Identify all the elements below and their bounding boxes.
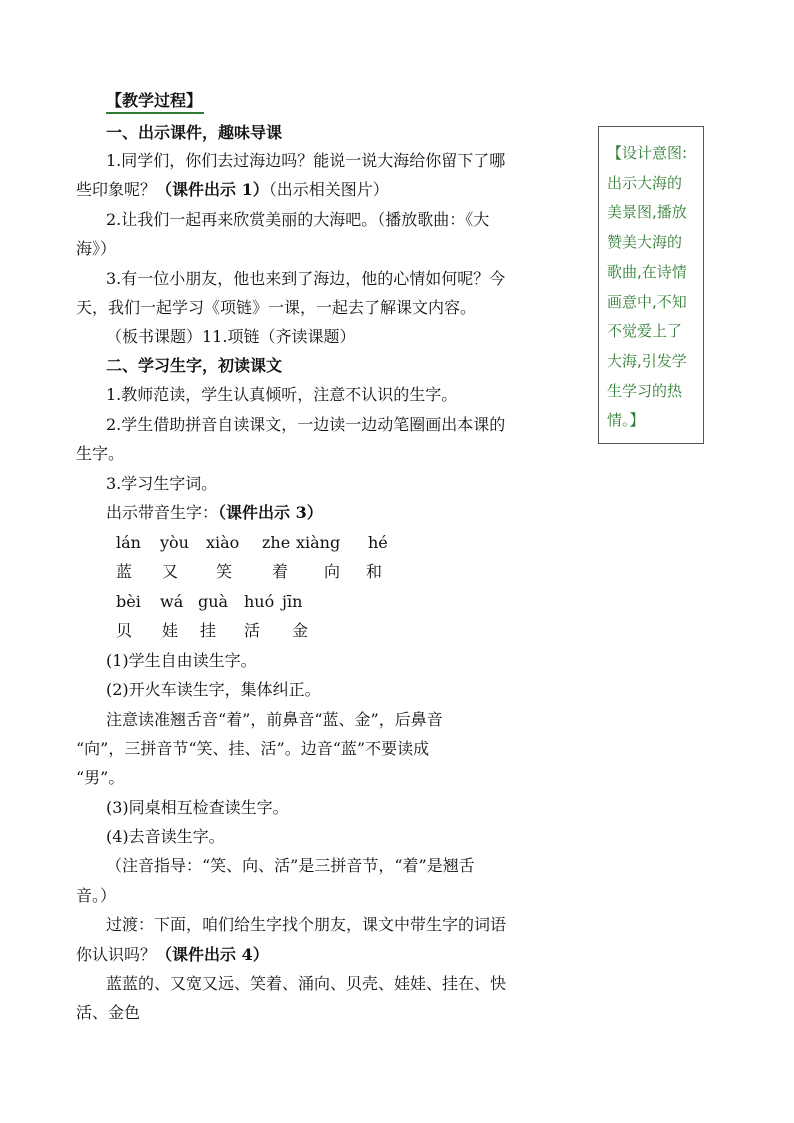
design-intent-line: 情。】 (607, 411, 645, 430)
character: 贝 (116, 621, 133, 640)
pinyin: xiào (206, 533, 240, 552)
show-characters-line (106, 503, 323, 525)
substep-4: (4)去音读生字。 (106, 827, 225, 846)
character: 着 (272, 562, 289, 581)
courseware-ref-3: （课件出示 3） (218, 503, 323, 522)
paragraph-3-line3: （板书课题）11.项链（齐读课题） (106, 327, 356, 346)
character: 活 (244, 621, 261, 640)
guide-line1: （注音指导：“笑、向、活”是三拼音节，“着”是翘舌 (106, 856, 475, 875)
step-2-line1: 2.学生借助拼音自读课文，一边读一边动笔圈画出本课的 (106, 415, 506, 434)
character: 向 (324, 562, 341, 581)
pinyin: huó (244, 592, 275, 611)
design-intent-line: 不觉爱上了 (607, 322, 683, 341)
design-intent-line: 生学习的热 (607, 381, 683, 400)
design-intent-line: 画意中,不知 (607, 292, 687, 311)
step-2-line2: 生字。 (76, 444, 125, 463)
design-intent-line: 【设计意图: (607, 144, 688, 162)
pinyin: yòu (160, 533, 189, 552)
step-1: 1.教师范读，学生认真倾听，注意不认识的生字。 (106, 385, 458, 404)
pinyin-row-2 (76, 592, 336, 614)
paragraph-3-line1: 3.有一位小朋友，他也来到了海边，他的心情如何呢？今 (106, 269, 506, 288)
section1-title: 一、出示课件，趣味导课 (106, 123, 283, 142)
pinyin: hé (368, 533, 388, 552)
substep-1: (1)学生自由读生字。 (106, 651, 257, 670)
design-intent-line: 大海,引发学 (607, 351, 687, 370)
paragraph-2-line1: 2.让我们一起再来欣赏美丽的大海吧。（播放歌曲：《大 (106, 210, 490, 229)
words-line1: 蓝蓝的、又宽又远、笑着、涌向、贝壳、娃娃、挂在、快 (106, 974, 507, 993)
character: 笑 (216, 562, 233, 581)
heading-text: 【教学过程】 (106, 91, 204, 114)
guide-line2: 音。） (76, 886, 117, 905)
character: 蓝 (116, 562, 133, 581)
pinyin: jīn (282, 592, 303, 611)
characters-row-2 (76, 621, 336, 643)
transition-line2 (76, 945, 269, 967)
transition-line1: 过渡：下面，咱们给生字找个朋友，课文中带生字的词语 (106, 915, 507, 934)
pinyin-row-1 (76, 533, 388, 555)
character: 挂 (200, 621, 217, 640)
courseware-ref-4: （课件出示 4） (156, 945, 269, 964)
step-3: 3.学习生字词。 (106, 474, 218, 493)
design-intent-line: 赞美大海的 (607, 233, 683, 252)
character: 和 (366, 562, 383, 581)
section2-title: 二、学习生字，初读课文 (106, 356, 283, 375)
character: 金 (292, 621, 309, 640)
paragraph-1-text: 些印象呢？ (76, 180, 157, 199)
note-line1: 注意读准翘舌音“着”，前鼻音“蓝、金”，后鼻音 (106, 710, 443, 729)
design-intent-line: 歌曲,在诗情 (607, 262, 687, 281)
pinyin: xiàng (296, 533, 341, 552)
design-intent-line: 美景图,播放 (607, 203, 687, 222)
paragraph-1-line1: 1.同学们，你们去过海边吗？能说一说大海给你留下了哪 (106, 151, 506, 170)
character: 又 (162, 562, 179, 581)
design-intent-line: 出示大海的 (607, 173, 683, 192)
characters-row-1 (76, 562, 396, 584)
pinyin: bèi (116, 592, 141, 611)
pinyin: guà (198, 592, 229, 611)
pinyin: zhe (262, 533, 291, 552)
note-line3: “男”。 (76, 768, 125, 787)
substep-2: (2)开火车读生字，集体纠正。 (106, 680, 321, 699)
show-characters-text: 出示带音生字： (106, 503, 219, 522)
character: 娃 (162, 621, 179, 640)
substep-3: (3)同桌相互检查读生字。 (106, 798, 289, 817)
image-note: （出示相关图片） (268, 180, 389, 199)
paragraph-2-line2: 海》） (76, 239, 117, 258)
teaching-process-heading (106, 91, 204, 113)
pinyin: lán (116, 533, 141, 552)
words-line2: 活、金色 (76, 1003, 141, 1022)
courseware-ref-1: （课件出示 1） (156, 180, 269, 199)
pinyin: wá (160, 592, 184, 611)
design-intent-box (598, 126, 704, 444)
transition-text: 你认识吗？ (76, 945, 157, 964)
paragraph-1-line2 (76, 180, 389, 202)
note-line2: “向”，三拼音节“笑、挂、活”。边音“蓝”不要读成 (76, 739, 430, 758)
paragraph-3-line2: 天，我们一起学习《项链》一课，一起去了解课文内容。 (76, 298, 477, 317)
